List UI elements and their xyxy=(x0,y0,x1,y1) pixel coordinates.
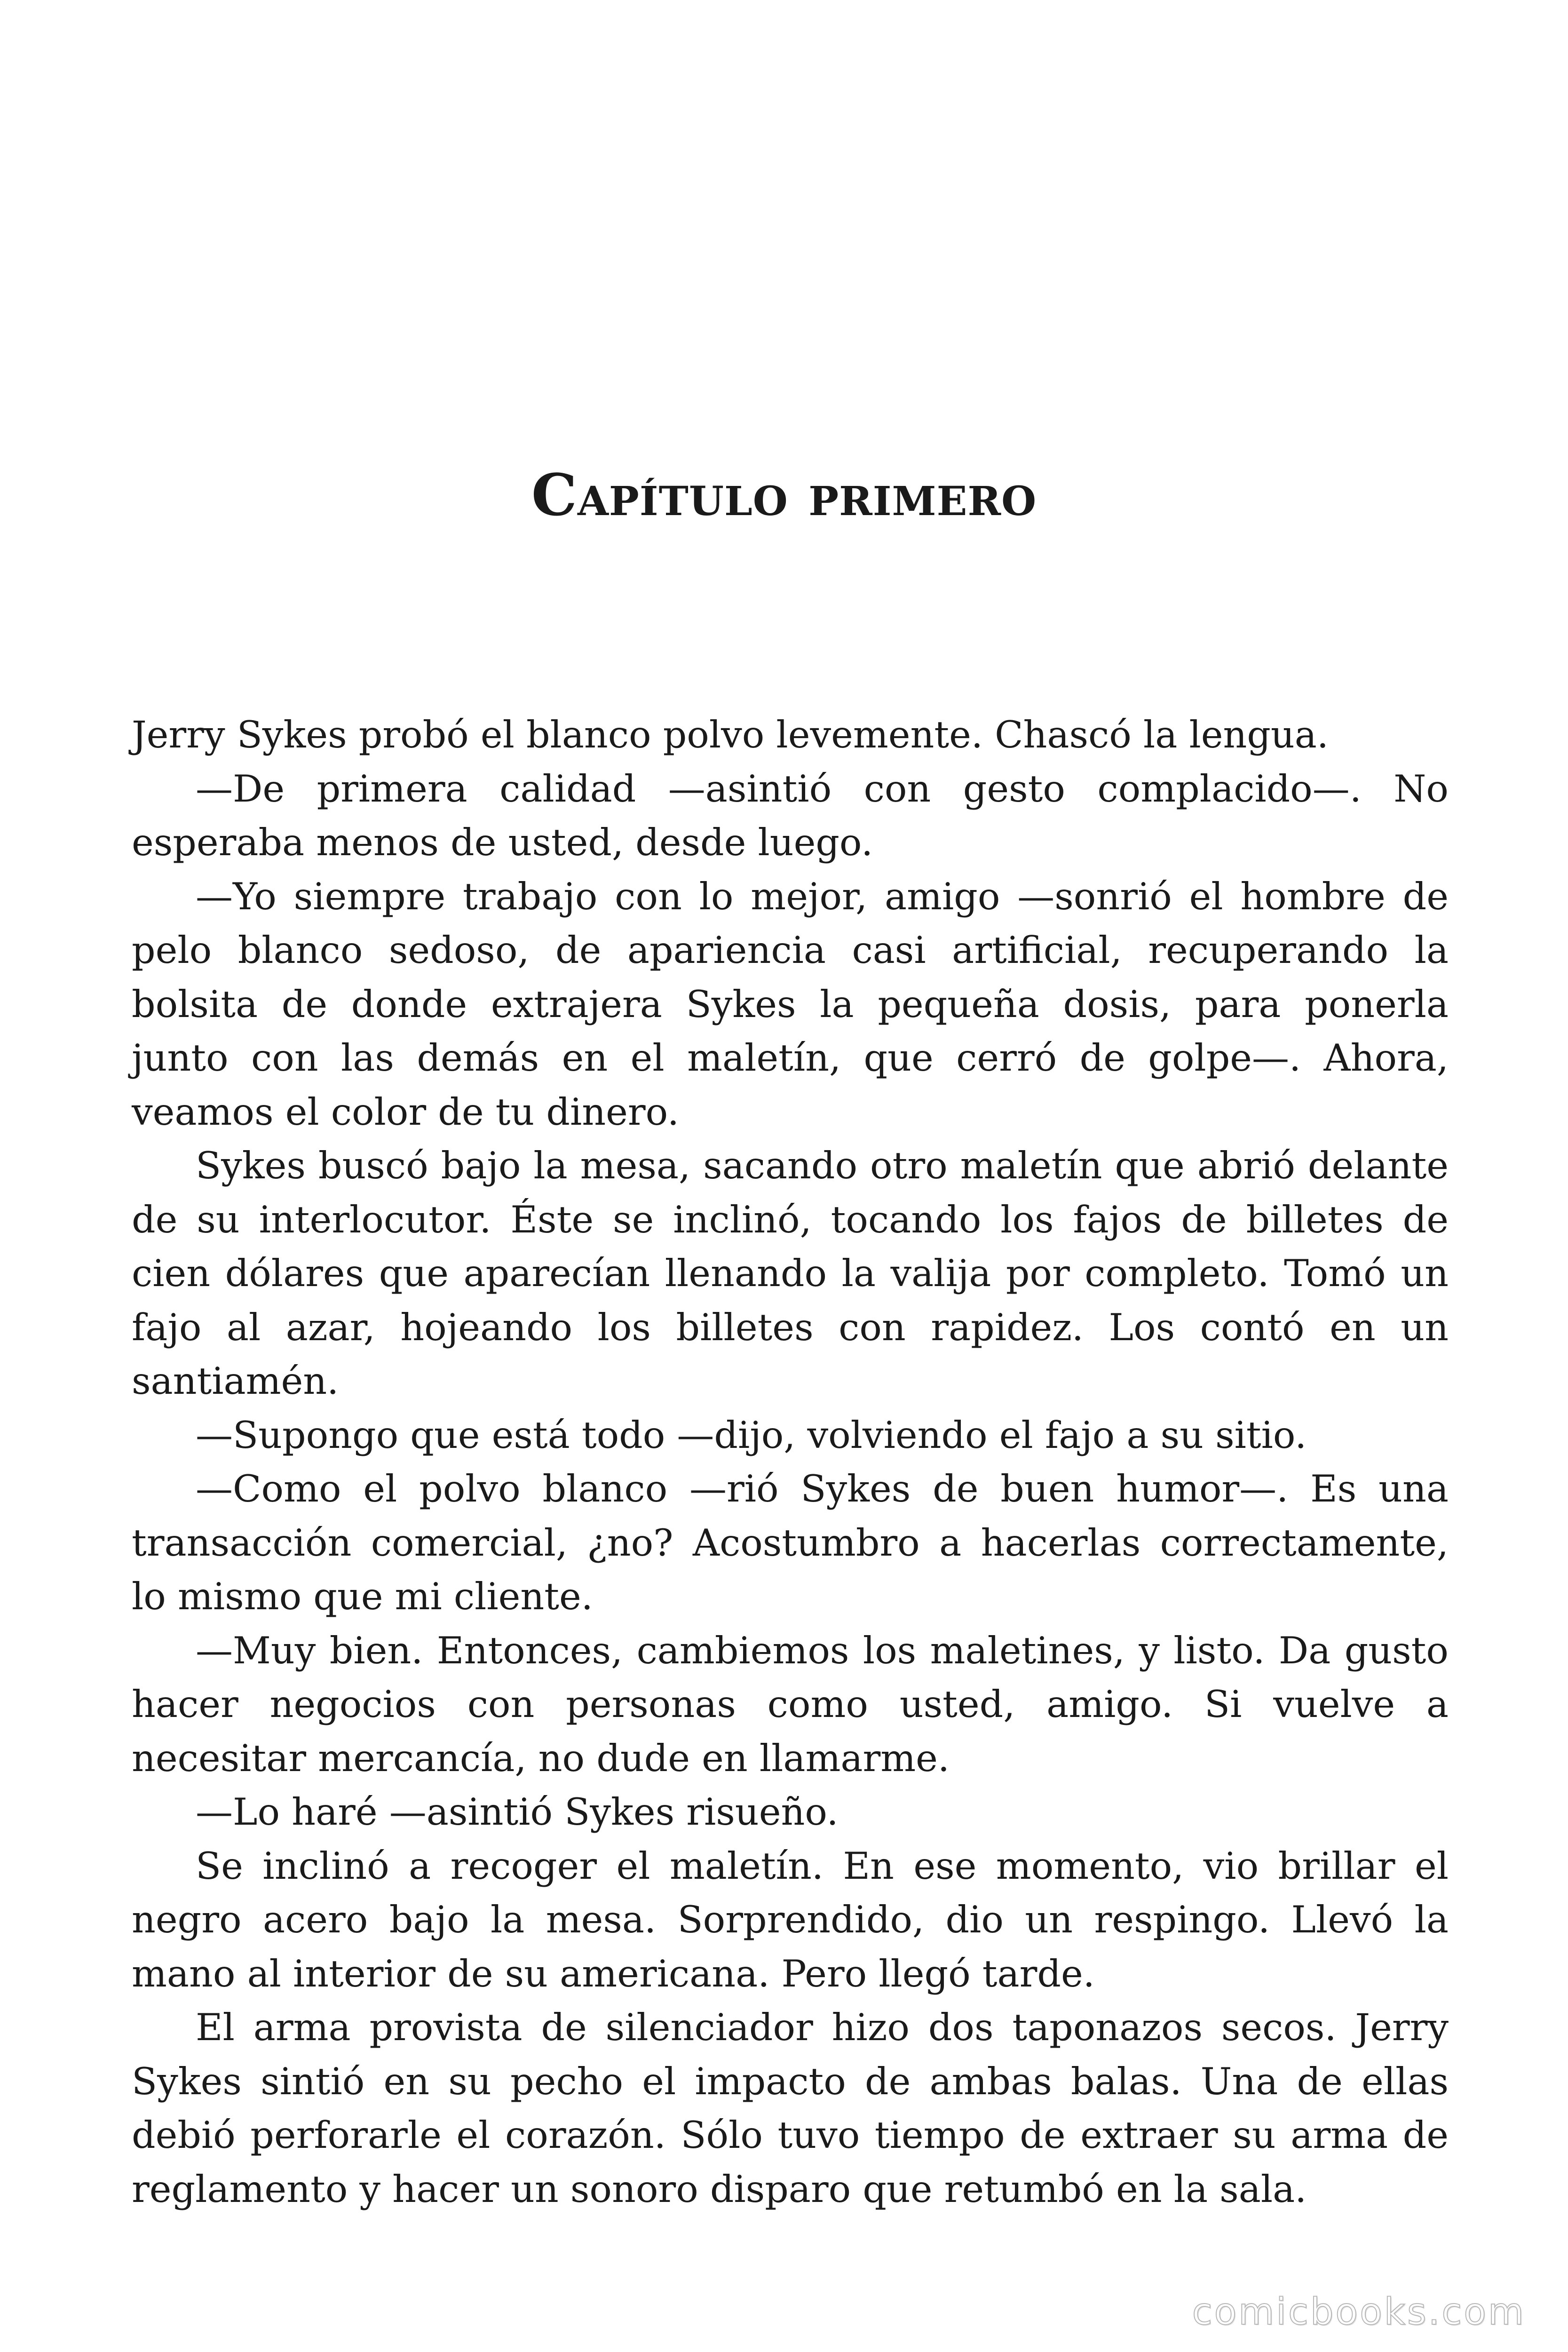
chapter-title: Capítulo primero xyxy=(531,461,1037,529)
paragraph: —Yo siempre trabajo con lo mejor, amigo —sonrió el hombre de pelo blanco sedoso, de apariencia casi artificial, recuperando la bolsita de donde extrajera Sykes la pequeña dosis, para ponerla junto con las demás en el maletín, que cerró de golpe—. Ahora, veamos el color de tu dinero. xyxy=(132,874,1449,1134)
watermark: comicbooks.com xyxy=(1192,2291,1526,2333)
paragraph: —Como el polvo blanco —rió Sykes de buen humor—. Es una transacción comercial, ¿no? Acostumbro a hacerlas correctamente, lo mismo que mi cliente. xyxy=(132,1467,1449,1618)
paragraph: —Supongo que está todo —dijo, volviendo el fajo a su sitio. xyxy=(196,1413,1307,1457)
paragraph: —Lo haré —asintió Sykes risueño. xyxy=(196,1790,839,1834)
paragraph: —Muy bien. Entonces, cambiemos los maletines, y listo. Da gusto hacer negocios con personas como usted, amigo. Si vuelve a necesitar mercancía, no dude en llamarme. xyxy=(132,1629,1449,1780)
paragraph: Se inclinó a recoger el maletín. En ese momento, vio brillar el negro acero bajo la mesa. Sorprendido, dio un respingo. Llevó la mano al interior de su americana. Pero llegó tarde. xyxy=(132,1844,1449,1995)
paragraph: —De primera calidad —asintió con gesto complacido—. No esperaba menos de usted, desde luego. xyxy=(132,767,1449,864)
paragraph: Jerry Sykes probó el blanco polvo levemente. Chascó la lengua. xyxy=(132,713,1329,756)
paragraph: El arma provista de silenciador hizo dos taponazos secos. Jerry Sykes sintió en su pecho el impacto de ambas balas. Una de ellas debió perforarle el corazón. Sólo tuvo tiempo de extraer su arma de reglamento y hacer un sonoro disparo que retumbó en la sala. xyxy=(132,2006,1449,2211)
chapter-body xyxy=(132,708,1449,2216)
paragraph: Sykes buscó bajo la mesa, sacando otro maletín que abrió delante de su interlocutor. Éste se inclinó, tocando los fajos de billetes de cien dólares que aparecían llenando la valija por completo. Tomó un fajo al azar, hojeando los billetes con rapidez. Los contó en un santiamén. xyxy=(132,1144,1449,1403)
